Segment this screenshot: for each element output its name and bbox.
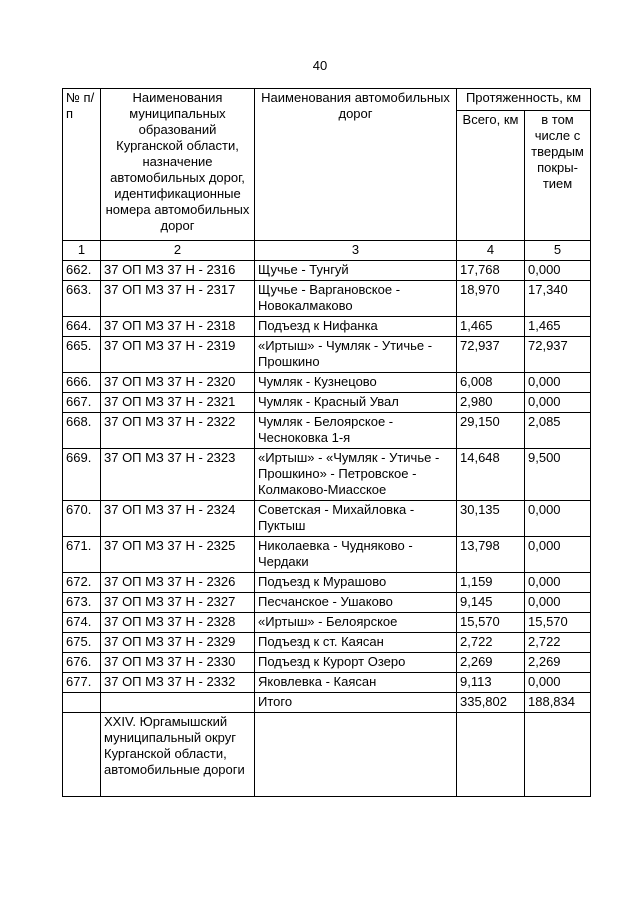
length-total: 6,008 bbox=[457, 373, 525, 393]
table-row bbox=[63, 573, 591, 593]
length-paved: 0,000 bbox=[525, 393, 591, 413]
length-paved: 17,340 bbox=[525, 281, 591, 317]
road-code: 37 ОП МЗ 37 Н - 2318 bbox=[101, 317, 255, 337]
road-code: 37 ОП МЗ 37 Н - 2317 bbox=[101, 281, 255, 317]
length-paved: 0,000 bbox=[525, 537, 591, 573]
row-number: 666. bbox=[63, 373, 101, 393]
totals-paved: 188,834 bbox=[525, 693, 591, 713]
road-name: Подъезд к Нифанка bbox=[255, 317, 457, 337]
header-municipality: Наименования муниципальных образований Курганской области, назначение автомобильных дорог, идентификационные номера автомобильных дорог bbox=[101, 89, 255, 241]
road-code: 37 ОП МЗ 37 Н - 2327 bbox=[101, 593, 255, 613]
length-total: 30,135 bbox=[457, 501, 525, 537]
length-total: 15,570 bbox=[457, 613, 525, 633]
road-code: 37 ОП МЗ 37 Н - 2319 bbox=[101, 337, 255, 373]
header-num: № п/п bbox=[63, 89, 101, 241]
table-row bbox=[63, 673, 591, 693]
table-row bbox=[63, 337, 591, 373]
table-row bbox=[63, 501, 591, 537]
length-total: 17,768 bbox=[457, 261, 525, 281]
header-length-group: Протяженность, км bbox=[457, 89, 591, 111]
length-total: 1,465 bbox=[457, 317, 525, 337]
length-total: 72,937 bbox=[457, 337, 525, 373]
row-number: 664. bbox=[63, 317, 101, 337]
row-number: 671. bbox=[63, 537, 101, 573]
road-code: 37 ОП МЗ 37 Н - 2322 bbox=[101, 413, 255, 449]
road-name: Подъезд к Курорт Озеро bbox=[255, 653, 457, 673]
page-number: 40 bbox=[312, 58, 328, 73]
length-paved: 0,000 bbox=[525, 261, 591, 281]
table-body bbox=[63, 261, 591, 693]
header-total: Всего, км bbox=[457, 111, 525, 241]
row-number: 669. bbox=[63, 449, 101, 501]
column-index: 1 bbox=[63, 241, 101, 261]
totals-total: 335,802 bbox=[457, 693, 525, 713]
road-name: Подъезд к ст. Каясан bbox=[255, 633, 457, 653]
length-paved: 2,722 bbox=[525, 633, 591, 653]
road-name: «Иртыш» - Чумляк - Утичье - Прошкино bbox=[255, 337, 457, 373]
length-paved: 0,000 bbox=[525, 673, 591, 693]
length-paved: 1,465 bbox=[525, 317, 591, 337]
length-total: 14,648 bbox=[457, 449, 525, 501]
row-number: 667. bbox=[63, 393, 101, 413]
road-name: «Иртыш» - «Чумляк - Утичье - Прошкино» - Петровское - Колмаково-Миасское bbox=[255, 449, 457, 501]
length-total: 2,269 bbox=[457, 653, 525, 673]
road-name: Яковлевка - Каясан bbox=[255, 673, 457, 693]
table-row bbox=[63, 393, 591, 413]
road-code: 37 ОП МЗ 37 Н - 2324 bbox=[101, 501, 255, 537]
header-road-name: Наименования автомобильных дорог bbox=[255, 89, 457, 241]
table-row bbox=[63, 593, 591, 613]
length-paved: 0,000 bbox=[525, 573, 591, 593]
length-paved: 15,570 bbox=[525, 613, 591, 633]
table-row bbox=[63, 373, 591, 393]
road-code: 37 ОП МЗ 37 Н - 2316 bbox=[101, 261, 255, 281]
length-total: 9,113 bbox=[457, 673, 525, 693]
table-row bbox=[63, 449, 591, 501]
road-code: 37 ОП МЗ 37 Н - 2329 bbox=[101, 633, 255, 653]
road-name: Щучье - Тунгуй bbox=[255, 261, 457, 281]
table-row bbox=[63, 537, 591, 573]
length-total: 2,722 bbox=[457, 633, 525, 653]
column-index: 4 bbox=[457, 241, 525, 261]
length-total: 18,970 bbox=[457, 281, 525, 317]
row-number: 675. bbox=[63, 633, 101, 653]
road-code: 37 ОП МЗ 37 Н - 2332 bbox=[101, 673, 255, 693]
row-number: 668. bbox=[63, 413, 101, 449]
row-number: 662. bbox=[63, 261, 101, 281]
length-paved: 0,000 bbox=[525, 373, 591, 393]
row-number: 665. bbox=[63, 337, 101, 373]
road-name: Чумляк - Белоярское - Чесноковка 1-я bbox=[255, 413, 457, 449]
table-row bbox=[63, 653, 591, 673]
length-total: 29,150 bbox=[457, 413, 525, 449]
roads-table bbox=[62, 88, 591, 797]
row-number: 670. bbox=[63, 501, 101, 537]
row-number: 677. bbox=[63, 673, 101, 693]
length-paved: 0,000 bbox=[525, 501, 591, 537]
section-title: XXIV. Юргамышский муниципальный округ Курганской области, автомобильные дороги bbox=[101, 713, 255, 797]
totals-label: Итого bbox=[255, 693, 457, 713]
road-name: Николаевка - Чудняково - Чердаки bbox=[255, 537, 457, 573]
length-total: 9,145 bbox=[457, 593, 525, 613]
road-name: Щучье - Варгановское - Новокалмаково bbox=[255, 281, 457, 317]
row-number: 672. bbox=[63, 573, 101, 593]
table-row bbox=[63, 613, 591, 633]
length-paved: 72,937 bbox=[525, 337, 591, 373]
road-code: 37 ОП МЗ 37 Н - 2321 bbox=[101, 393, 255, 413]
column-index-row bbox=[63, 241, 591, 261]
road-name: Чумляк - Кузнецово bbox=[255, 373, 457, 393]
road-code: 37 ОП МЗ 37 Н - 2325 bbox=[101, 537, 255, 573]
road-name: Советская - Михайловка - Пуктыш bbox=[255, 501, 457, 537]
section-row bbox=[63, 713, 591, 797]
header-paved: в том числе с твердым покры-тием bbox=[525, 111, 591, 241]
road-code: 37 ОП МЗ 37 Н - 2328 bbox=[101, 613, 255, 633]
totals-row bbox=[63, 693, 591, 713]
length-paved: 9,500 bbox=[525, 449, 591, 501]
road-name: Чумляк - Красный Увал bbox=[255, 393, 457, 413]
row-number: 663. bbox=[63, 281, 101, 317]
road-name: Песчанское - Ушаково bbox=[255, 593, 457, 613]
road-name: Подъезд к Мурашово bbox=[255, 573, 457, 593]
table-row bbox=[63, 261, 591, 281]
length-total: 1,159 bbox=[457, 573, 525, 593]
road-code: 37 ОП МЗ 37 Н - 2330 bbox=[101, 653, 255, 673]
table-row bbox=[63, 281, 591, 317]
column-index: 2 bbox=[101, 241, 255, 261]
row-number: 674. bbox=[63, 613, 101, 633]
length-paved: 0,000 bbox=[525, 593, 591, 613]
table-row bbox=[63, 317, 591, 337]
table-row bbox=[63, 413, 591, 449]
length-total: 2,980 bbox=[457, 393, 525, 413]
length-total: 13,798 bbox=[457, 537, 525, 573]
table-row bbox=[63, 633, 591, 653]
column-index: 3 bbox=[255, 241, 457, 261]
length-paved: 2,085 bbox=[525, 413, 591, 449]
column-index: 5 bbox=[525, 241, 591, 261]
row-number: 673. bbox=[63, 593, 101, 613]
road-code: 37 ОП МЗ 37 Н - 2320 bbox=[101, 373, 255, 393]
road-code: 37 ОП МЗ 37 Н - 2326 bbox=[101, 573, 255, 593]
road-name: «Иртыш» - Белоярское bbox=[255, 613, 457, 633]
length-paved: 2,269 bbox=[525, 653, 591, 673]
row-number: 676. bbox=[63, 653, 101, 673]
road-code: 37 ОП МЗ 37 Н - 2323 bbox=[101, 449, 255, 501]
